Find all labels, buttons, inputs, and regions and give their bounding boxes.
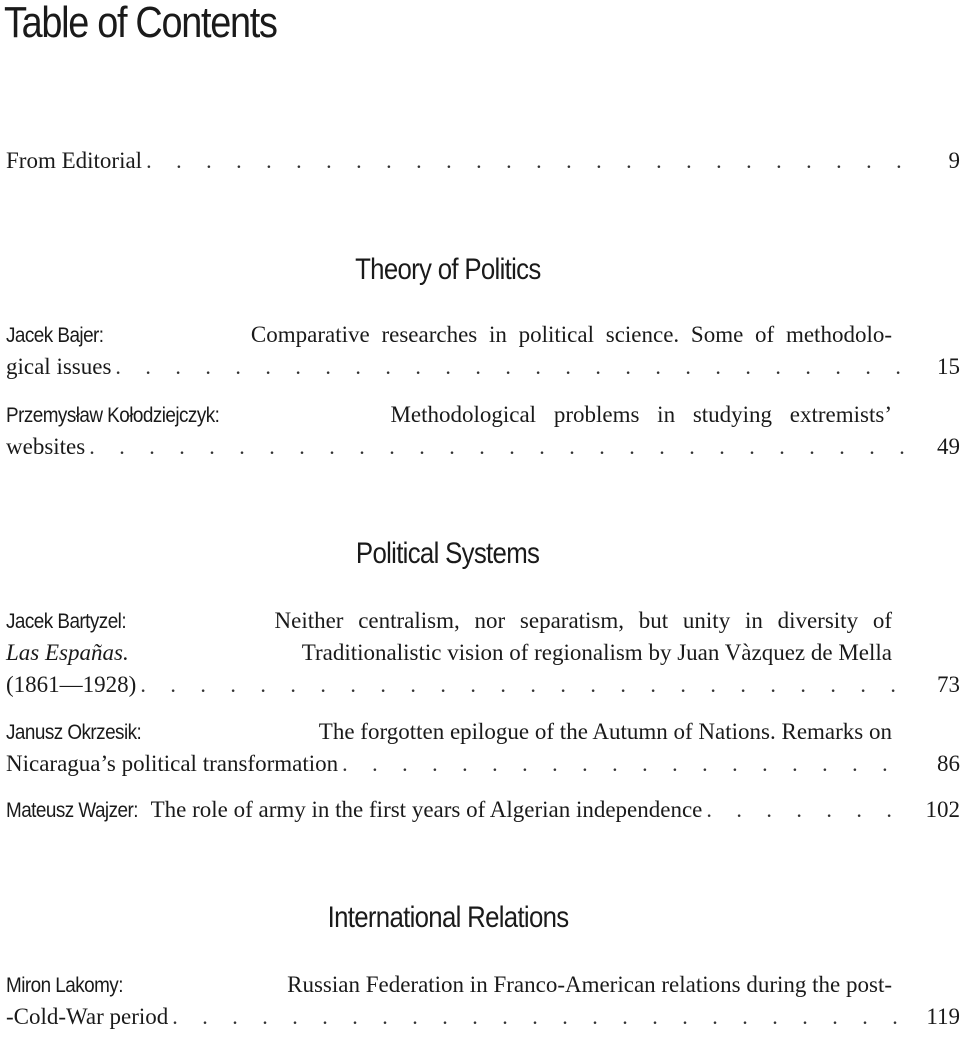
- toc-entry-kolodziejczyk[interactable]: [6, 402, 960, 466]
- page-number: 15: [937, 354, 960, 379]
- toc-entry-bartyzel[interactable]: [6, 608, 960, 704]
- dot-leader: [706, 797, 910, 823]
- entry-author: Jacek Bartyzel:: [6, 610, 127, 633]
- entry-title-line: Methodological problems in studying extremists’: [390, 402, 892, 427]
- page-number: 49: [937, 434, 960, 459]
- toc-entry-editorial[interactable]: [6, 148, 960, 180]
- entry-author: Mateusz Wajzer:: [6, 799, 138, 822]
- section-heading-political-systems: Political Systems: [356, 537, 540, 570]
- page-number: 102: [925, 797, 960, 822]
- page-number: 119: [926, 1004, 960, 1029]
- entry-title-line: Nicaragua’s political transformation: [6, 751, 339, 776]
- toc-entry-wajzer[interactable]: [6, 797, 960, 829]
- entry-title-line: Neither centralism, nor separatism, but unity in diversity of: [274, 608, 892, 633]
- section-heading-international-relations: International Relations: [327, 901, 569, 934]
- dot-leader: [146, 148, 910, 174]
- dot-leader: [342, 751, 910, 777]
- entry-title: From Editorial: [6, 148, 143, 173]
- dot-leader: [115, 354, 910, 380]
- entry-title-line: (1861—1928): [6, 672, 137, 697]
- entry-author: Janusz Okrzesik:: [6, 721, 142, 744]
- entry-title-line: Traditionalistic vision of regionalism by Juan Vàzquez de Mella: [301, 640, 892, 665]
- page-number: 9: [948, 148, 960, 173]
- entry-title-line: The forgotten epilogue of the Autumn of Nations. Remarks on: [318, 719, 892, 744]
- dot-leader: [172, 1004, 910, 1030]
- toc-entry-okrzesik[interactable]: [6, 719, 960, 783]
- dot-leader: [89, 434, 910, 460]
- entry-title-italic: Las Españas.: [6, 640, 129, 665]
- entry-title-line: gical issues: [6, 354, 112, 379]
- entry-title-line: Comparative researches in political science. Some of methodolo-: [250, 322, 892, 347]
- page-title: Table of Contents: [4, 0, 277, 47]
- dot-leader: [140, 672, 910, 698]
- entry-author: Jacek Bajer:: [6, 324, 104, 347]
- section-heading-theory-of-politics: Theory of Politics: [355, 253, 541, 286]
- toc-entry-bajer[interactable]: [6, 322, 960, 386]
- entry-title-line: Russian Federation in Franco-American relations during the post-: [287, 972, 892, 997]
- toc-entry-lakomy[interactable]: [6, 972, 960, 1036]
- entry-author: Miron Lakomy:: [6, 974, 123, 997]
- entry-title-line: The role of army in the first years of Algerian independence: [150, 797, 703, 822]
- entry-title-line: -Cold-War period: [6, 1004, 169, 1029]
- page-number: 73: [937, 672, 960, 697]
- entry-author: Przemysław Kołodziejczyk:: [6, 404, 220, 427]
- entry-title-line: websites: [6, 434, 86, 459]
- page-number: 86: [937, 751, 960, 776]
